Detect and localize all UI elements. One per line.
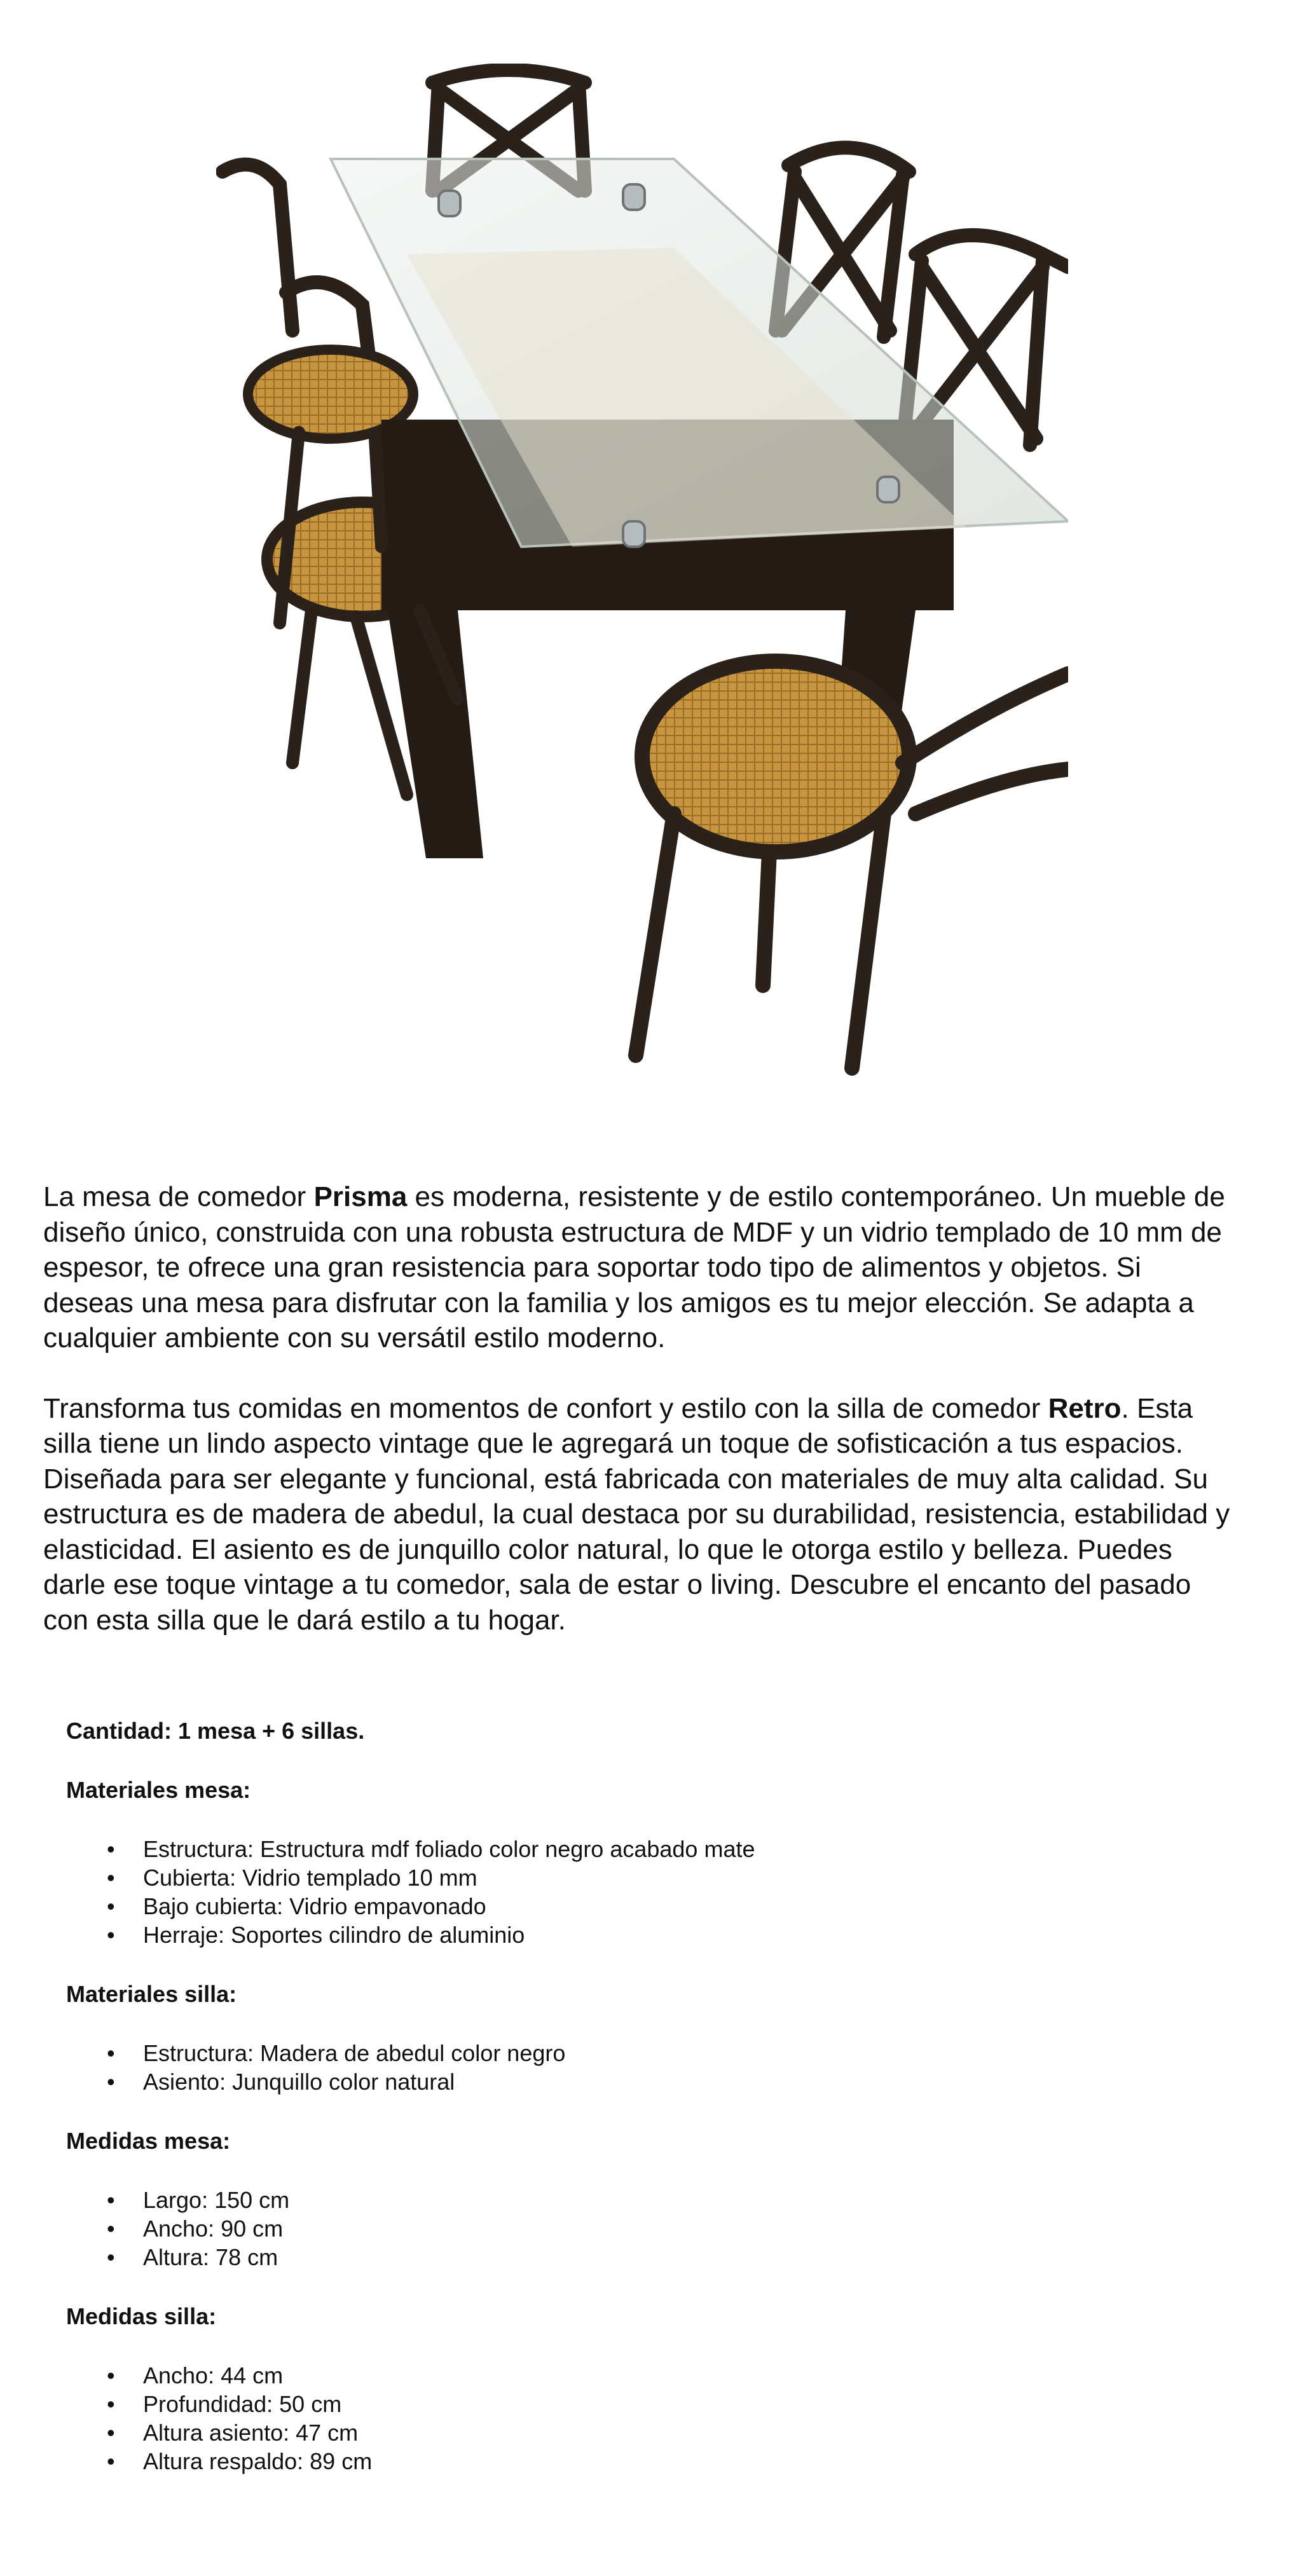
chair-front xyxy=(636,661,1068,1068)
list-item: • Largo: 150 cm xyxy=(66,2186,1211,2214)
list-item: • Cubierta: Vidrio templado 10 mm xyxy=(66,1863,1211,1892)
chair-model-name: Retro xyxy=(1048,1392,1122,1424)
product-photo xyxy=(216,64,1068,1081)
table-dimensions-list xyxy=(66,2186,1211,2271)
list-item: • Altura respaldo: 89 cm xyxy=(66,2447,1211,2476)
list-item: • Profundidad: 50 cm xyxy=(66,2390,1211,2418)
list-item: • Bajo cubierta: Vidrio empavonado xyxy=(66,1892,1211,1921)
chair-materials-list xyxy=(66,2039,1211,2096)
chair-materials-heading: Materiales silla: xyxy=(66,1981,237,2007)
table-materials-list xyxy=(66,1835,1211,1949)
product-description xyxy=(43,1179,1239,1638)
chair-description: Transforma tus comidas en momentos de confort y estilo con la silla de comedor Retro. Esta silla tiene un lindo aspecto vintage que le agregará un toque de sofisticación a tus espacios. Diseñada para ser elegante y funcional, está fabricada con materiales de muy alta calidad. Su estructura es de madera de abedul, la cual destaca por su durabilidad, resistencia, estabilidad y elasticidad. El asiento es de junquillo color natural, lo que le otorga estilo y belleza. Puedes darle ese toque vintage a tu comedor, sala de estar o living. Descubre el encanto del pasado con esta silla que le dará estilo a tu hogar. xyxy=(43,1392,1230,1636)
table-description: La mesa de comedor Prisma es moderna, resistente y de estilo contemporáneo. Un mueble de diseño único, construida con una robusta estructura de MDF y un vidrio templado de 10 mm de espesor, te ofrece una gran resistencia para soportar todo tipo de alimentos y objetos. Si deseas una mesa para disfrutar con la familia y los amigos es tu mejor elección. Se adapta a cualquier ambiente con su versátil estilo moderno. xyxy=(43,1181,1225,1353)
table-materials-heading: Materiales mesa: xyxy=(66,1777,251,1803)
table-dimensions-heading: Medidas mesa: xyxy=(66,2128,231,2154)
list-item: • Herraje: Soportes cilindro de aluminio xyxy=(66,1921,1211,1949)
list-item: • Ancho: 90 cm xyxy=(66,2214,1211,2243)
list-item: • Altura asiento: 47 cm xyxy=(66,2418,1211,2447)
product-specs xyxy=(66,1716,1211,2476)
table-model-name: Prisma xyxy=(313,1181,408,1212)
list-item: • Asiento: Junquillo color natural xyxy=(66,2067,1211,2096)
list-item: • Estructura: Estructura mdf foliado color negro acabado mate xyxy=(66,1835,1211,1863)
chair-dimensions-list xyxy=(66,2361,1211,2476)
list-item: • Ancho: 44 cm xyxy=(66,2361,1211,2390)
quantity-heading: Cantidad: 1 mesa + 6 sillas. xyxy=(66,1718,365,1744)
list-item: • Estructura: Madera de abedul color negro xyxy=(66,2039,1211,2067)
chair-dimensions-heading: Medidas silla: xyxy=(66,2303,217,2329)
list-item: • Altura: 78 cm xyxy=(66,2243,1211,2271)
